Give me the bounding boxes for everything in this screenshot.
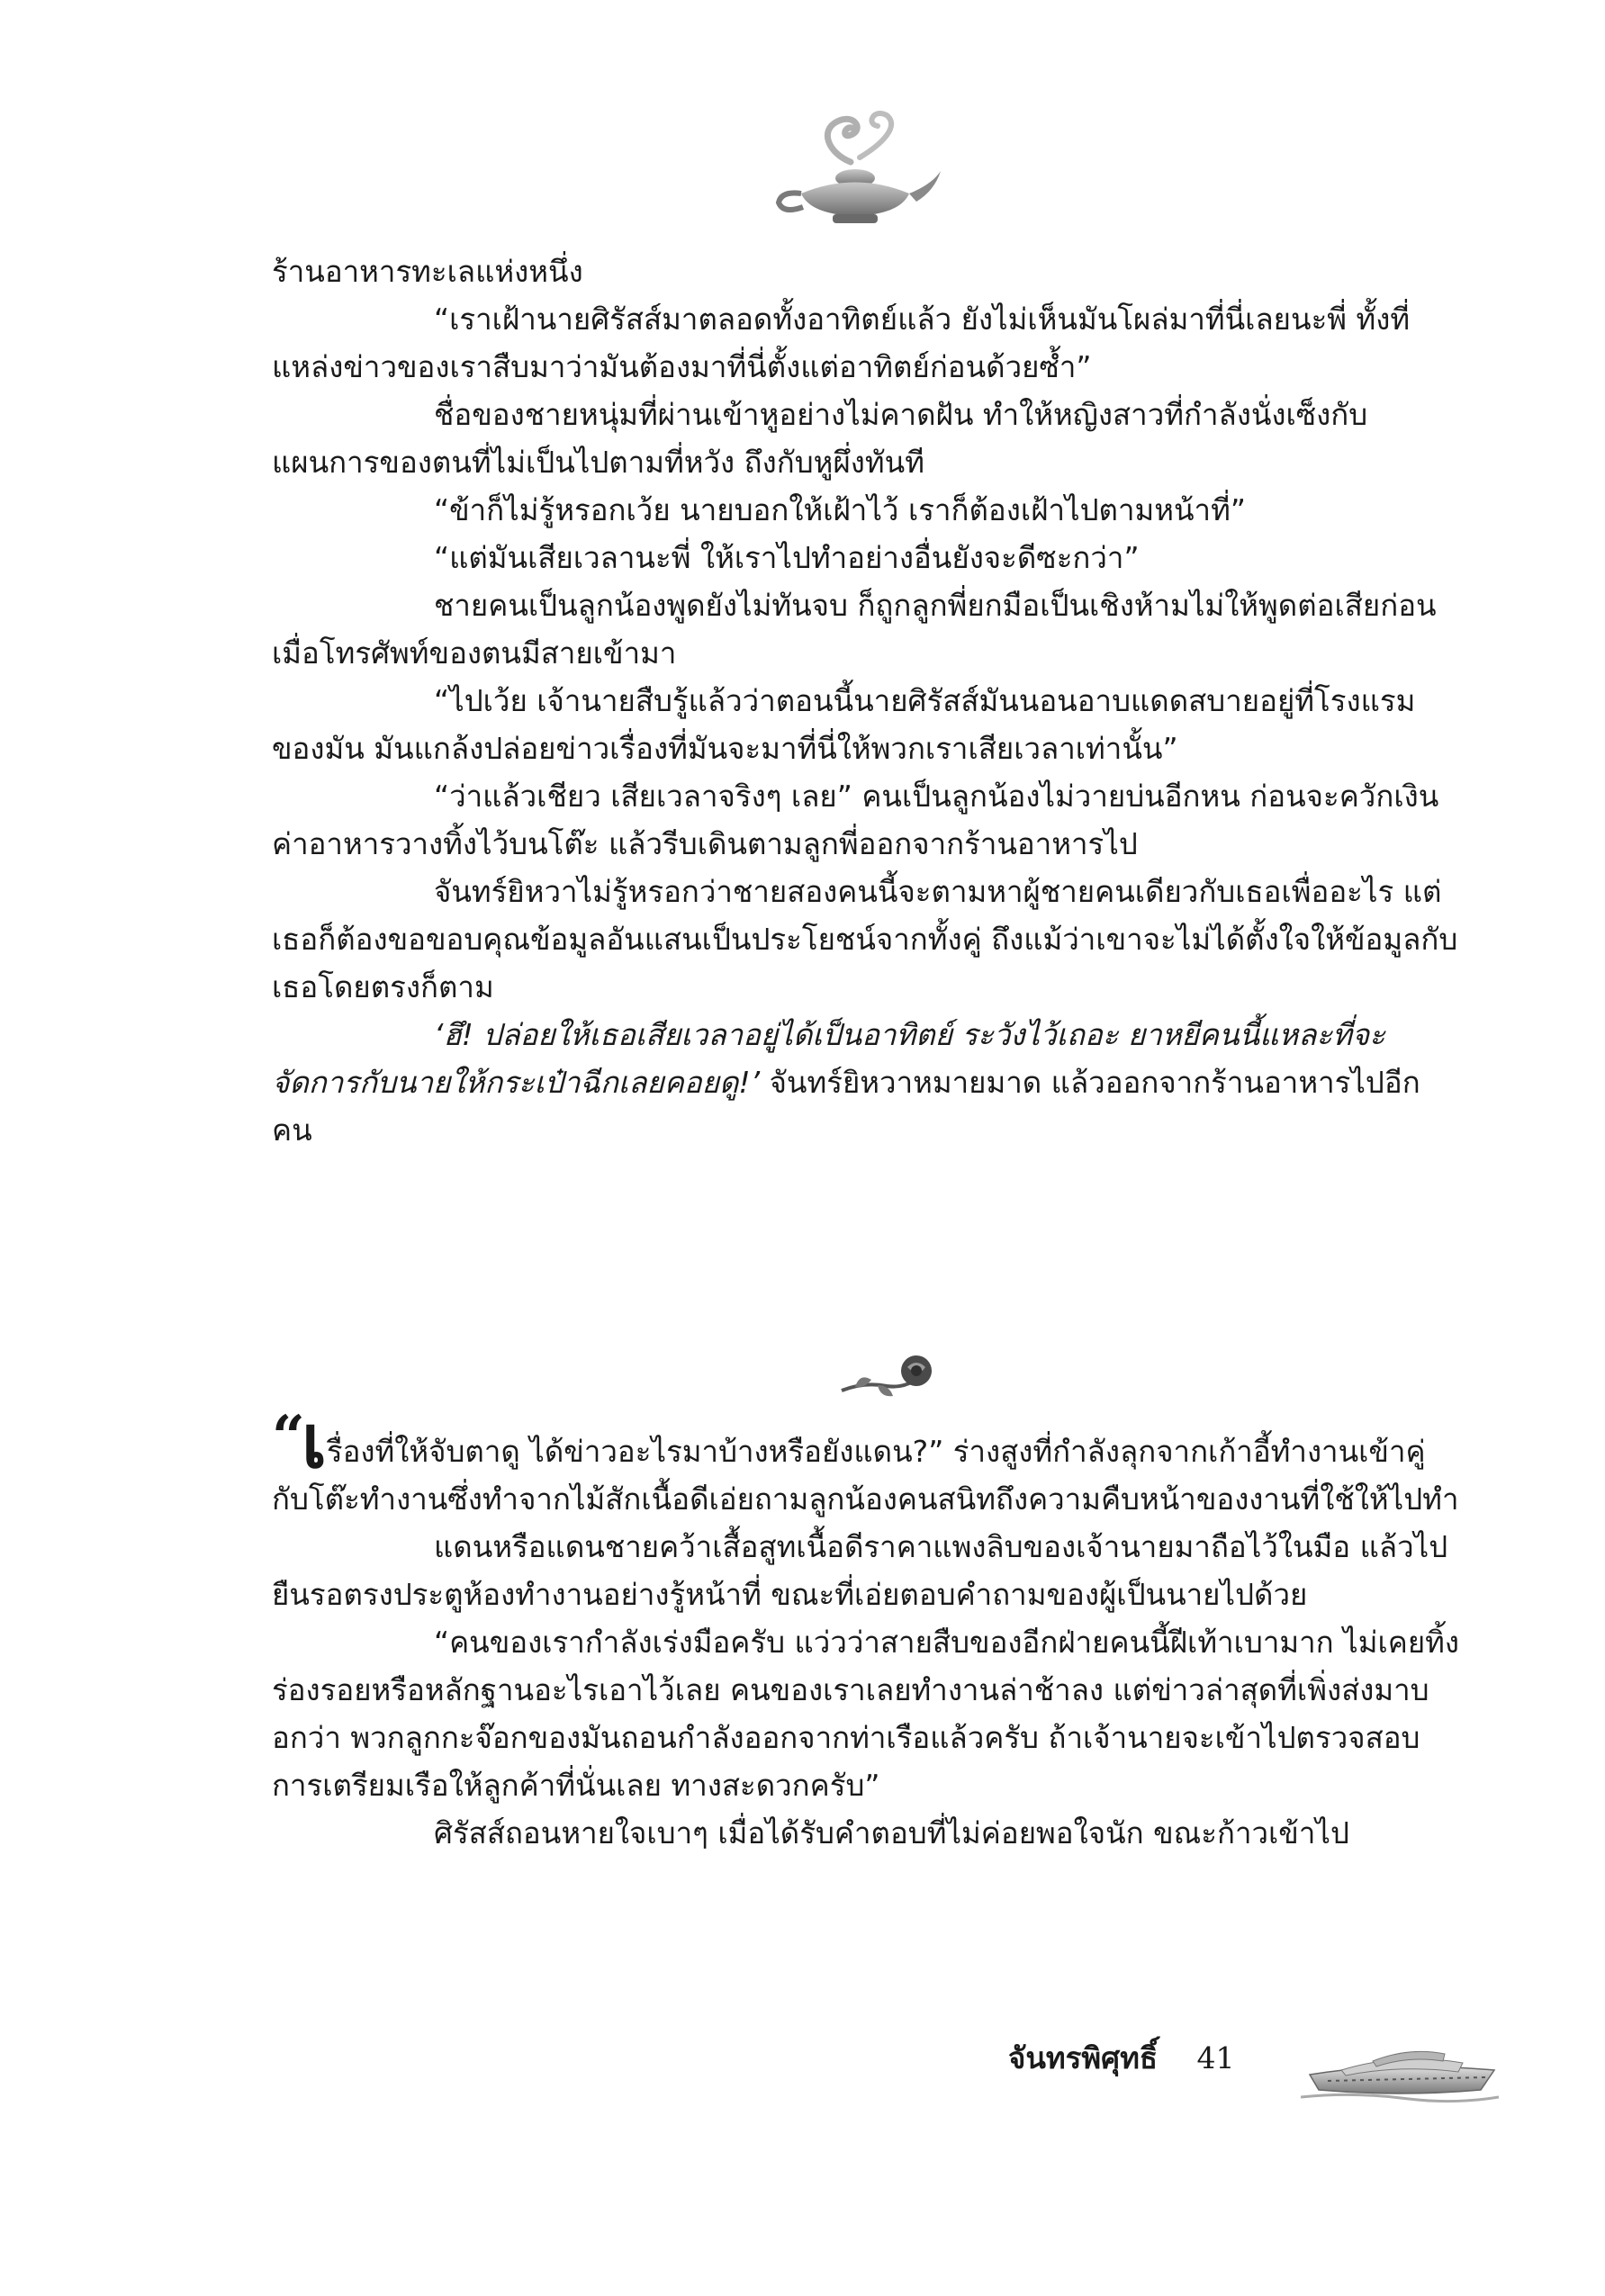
cruise-ship-icon xyxy=(1301,2025,1499,2106)
paragraph: “คนของเรากำลังเร่งมือครับ แว่วว่าสายสืบของอีกฝ่ายคนนี้ฝีเท้าเบามาก ไม่เคยทิ้งร่องรอยหรือหลักฐานอะไรเอาไว้เลย คนของเราเลยทำงานล่าช้าลง แต่ข่าวล่าสุดที่เพิ่งส่งมาบอกว่า พวกลูกกะจ๊อกของมันถอนกำลังออกจากท่าเรือแล้วครับ ถ้าเจ้านายจะเข้าไปตรวจสอบการเตรียมเรือให้ลูกค้าที่นั่นเลย ทางสะดวกครับ” xyxy=(272,1625,1460,1803)
page-footer xyxy=(1008,2034,1234,2097)
paragraph: “แต่มันเสียเวลานะพี่ ให้เราไปทำอย่างอื่นยังจะดีซะกว่า” xyxy=(434,540,1140,575)
rose-icon xyxy=(837,1346,936,1409)
genie-lamp-icon xyxy=(765,108,945,234)
paragraph: “เราเฝ้านายศิรัสส์มาตลอดทั้งอาทิตย์แล้ว ยังไม่เห็นมันโผล่มาที่นี่เลยนะพี่ ทั้งที่แหล่งข่าวของเราสืบมาว่ามันต้องมาที่นี่ตั้งแต่อาทิตย์ก่อนด้วยซ้ำ” xyxy=(272,302,1411,384)
dropcap-quote: “ xyxy=(272,1403,302,1471)
paragraph: “ข้าก็ไม่รู้หรอกเว้ย นายบอกให้เฝ้าไว้ เราก็ต้องเฝ้าไปตามหน้าที่” xyxy=(434,492,1246,527)
paragraph: ชายคนเป็นลูกน้องพูดยังไม่ทันจบ ก็ถูกลูกพี่ยกมือเป็นเชิงห้ามไม่ให้พูดต่อเสียก่อน เมื่อโทรศัพท์ของตนมีสายเข้ามา xyxy=(272,588,1437,671)
dropcap-letter: เ xyxy=(301,1399,327,1485)
italic-thought: ‘ฮึ! ปล่อยให้เธอเสียเวลาอยู่ได้เป็นอาทิตย์ ระวังไว้เถอะ ยาหยีคนนี้แหละที่จะจัดการกับนายให้กระเป๋าฉีกเลยคอยดู!’ xyxy=(272,1017,1385,1100)
page-number: 41 xyxy=(1196,2040,1235,2075)
paragraph-dropcap xyxy=(272,1399,1460,1523)
book-title: จันทรพิศุทธิ์ xyxy=(1008,2040,1158,2075)
paragraph: ชื่อของชายหนุ่มที่ผ่านเข้าหูอย่างไม่คาดฝัน ทำให้หญิงสาวที่กำลังนั่งเซ็งกับแผนการของตนที่ไม่เป็นไปตามที่หวัง ถึงกับหูผึ่งทันที xyxy=(272,397,1368,480)
paragraph: จันทร์ยิหวาไม่รู้หรอกว่าชายสองคนนี้จะตามหาผู้ชายคนเดียวกับเธอเพื่ออะไร แต่เธอก็ต้องขอขอบคุณข้อมูลอันแสนเป็นประโยชน์จากทั้งคู่ ถึงแม้ว่าเขาจะไม่ได้ตั้งใจให้ข้อมูลกับเธอโดยตรงก็ตาม xyxy=(272,874,1458,1004)
section-one xyxy=(272,248,1460,1154)
paragraph: “ไปเว้ย เจ้านายสืบรู้แล้วว่าตอนนี้นายศิรัสส์มันนอนอาบแดดสบายอยู่ที่โรงแรมของมัน มันแกล้งปล่อยข่าวเรื่องที่มันจะมาที่นี่ให้พวกเราเสียเวลาเท่านั้น” xyxy=(272,683,1416,766)
paragraph: ศิรัสส์ถอนหายใจเบาๆ เมื่อได้รับคำตอบที่ไม่ค่อยพอใจนัก ขณะก้าวเข้าไป xyxy=(434,1815,1349,1850)
paragraph: “ว่าแล้วเชียว เสียเวลาจริงๆ เลย” คนเป็นลูกน้องไม่วายบ่นอีกหน ก่อนจะควักเงินค่าอาหารวางทิ้งไว้บนโต๊ะ แล้วรีบเดินตามลูกพี่ออกจากร้านอาหารไป xyxy=(272,779,1439,861)
thought-narration: จันทร์ยิหวาหมายมาด แล้วออกจากร้านอาหารไปอีกคน xyxy=(272,1065,1420,1148)
section-two xyxy=(272,1399,1460,1857)
paragraph: ร้านอาหารทะเลแห่งหนึ่ง xyxy=(272,254,583,289)
dropcap-paragraph-text: รื่องที่ให้จับตาดู ได้ข่าวอะไรมาบ้างหรือยังแดน?” ร่างสูงที่กำลังลุกจากเก้าอี้ทำงานเข้าคู่กับโต๊ะทำงานซึ่งทำจากไม้สักเนื้อดีเอ่ยถามลูกน้องคนสนิทถึงความคืบหน้าของงานที่ใช้ให้ไปทำ xyxy=(272,1434,1459,1517)
paragraph-thought xyxy=(272,1011,1460,1154)
paragraph: แดนหรือแดนชายคว้าเสื้อสูทเนื้อดีราคาแพงลิบของเจ้านายมาถือไว้ในมือ แล้วไปยืนรอตรงประตูห้องทำงานอย่างรู้หน้าที่ ขณะที่เอ่ยตอบคำถามของผู้เป็นนายไปด้วย xyxy=(272,1529,1448,1612)
